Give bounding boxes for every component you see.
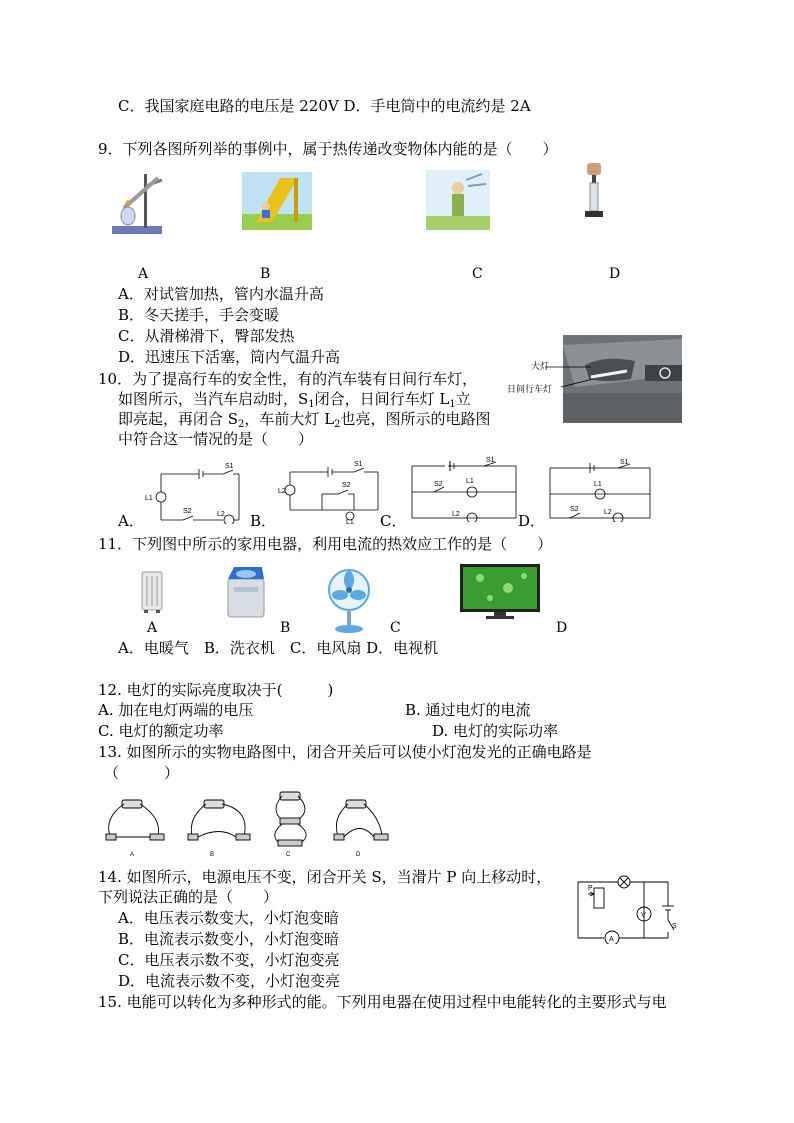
circuit-b-s1: S1 — [354, 461, 363, 468]
q10-circuit-b — [278, 460, 384, 524]
circuit-c-s1: S1 — [486, 457, 495, 464]
q9-fig-label-c: C — [472, 266, 483, 282]
q14-label-a: A — [609, 936, 614, 943]
q9-stem: 9．下列各图所列举的事例中，属于热传递改变物体内能的是（ ） — [98, 140, 558, 158]
circuit-d-s1: S1 — [620, 459, 629, 466]
q14-option-c: C．电压表示数不变，小灯泡变亮 — [118, 951, 340, 969]
circuit-c-l1: L1 — [466, 478, 474, 485]
q13-stem: 13. 如图所示的实物电路图中，闭合开关后可以使小灯泡发光的正确电路是 — [98, 743, 592, 761]
q10-option-c: C． — [380, 512, 407, 530]
circuit-d-l2: L2 — [604, 509, 612, 516]
q12-option-d: D. 电灯的实际功率 — [432, 722, 559, 740]
circuit-b-l2: L2 — [278, 488, 286, 495]
q12-stem: 12. 电灯的实际亮度取决于( ) — [98, 681, 334, 699]
circuit-c-l2: L2 — [452, 511, 460, 518]
q10-option-d: D． — [518, 512, 546, 530]
q9-figure-c-rubbing-hands — [426, 170, 490, 230]
q14-option-b: B．电流表示数变小，小灯泡变暗 — [118, 930, 340, 948]
q13-figures — [100, 790, 400, 860]
q10-stem-line4: 中符合这一情况的是（ ） — [118, 430, 314, 448]
q9-figure-d-piston — [580, 163, 610, 219]
q11-fig-label-b: B — [280, 620, 291, 636]
q10-stem-line2: 如图所示，当汽车启动时，$S_1$闭合，日间行车灯 $L_1$立 — [118, 390, 471, 410]
q9-figure-a-test-tube-heating — [108, 168, 168, 236]
q10-option-a: A． — [118, 512, 144, 530]
q14-circuit — [574, 872, 680, 944]
q15-stem: 15. 电能可以转化为多种形式的能。下列用电器在使用过程中电能转化的主要形式与电 — [98, 993, 667, 1011]
photo-label-headlight: 大灯 — [531, 361, 550, 371]
q10-circuit-a — [143, 460, 243, 524]
q9-fig-label-b: B — [260, 266, 271, 282]
q9-option-b: B．冬天搓手，手会变暖 — [118, 306, 280, 324]
circuit-d-l1: L1 — [594, 481, 602, 488]
q13-fig-label-a: A — [130, 852, 135, 858]
photo-label-daytime-light: 日间行车灯 — [507, 384, 553, 394]
q12-option-c: C. 电灯的额定功率 — [98, 722, 224, 740]
q11-figure-d-tv — [460, 564, 540, 620]
q14-label-v: V — [641, 912, 646, 919]
q11-figure-a-heater — [140, 570, 164, 614]
q10-circuit-d — [548, 456, 654, 522]
q9-figure-b-slide — [242, 172, 312, 230]
q9-option-a: A．对试管加热，管内水温升高 — [118, 285, 324, 303]
q12-option-a: A. 加在电灯两端的电压 — [98, 701, 254, 719]
circuit-a-s1: S1 — [225, 463, 234, 470]
circuit-a-l1: L1 — [145, 495, 153, 502]
circuit-a-s2: S2 — [183, 508, 192, 515]
circuit-b-s2: S2 — [342, 482, 351, 489]
q13-fig-label-c: C — [286, 852, 291, 858]
q9-option-d: D．迅速压下活塞，筒内气温升高 — [118, 348, 341, 366]
q10-circuit-c — [410, 456, 520, 522]
q11-figure-b-washing-machine — [224, 565, 268, 619]
q13-fig-label-b: B — [210, 852, 215, 858]
q11-stem: 11．下列图中所示的家用电器，利用电流的热效应工作的是（ ） — [98, 535, 553, 553]
q13-stem-paren: （ ） — [104, 764, 180, 782]
q9-fig-label-a: A — [138, 266, 149, 282]
q14-option-a: A．电压表示数变大，小灯泡变暗 — [118, 909, 339, 927]
q10-stem-line1: 10．为了提高行车的安全性，有的汽车装有日间行车灯， — [98, 370, 478, 388]
q13-fig-label-d: D — [356, 852, 361, 858]
q11-options: A．电暖气 B．洗衣机 C．电风扇 D．电视机 — [118, 639, 439, 657]
q8-options-cd: C．我国家庭电路的电压是 220V D．手电筒中的电流约是 2A — [118, 97, 531, 115]
q9-fig-label-d: D — [609, 266, 621, 282]
q11-fig-label-c: C — [390, 620, 401, 636]
q10-option-b: B． — [250, 512, 277, 530]
q14-label-p: P — [588, 885, 593, 892]
q14-label-s: S — [672, 923, 677, 930]
q11-fig-label-a: A — [147, 620, 158, 636]
q11-figure-c-fan — [325, 568, 373, 634]
circuit-d-s2: S2 — [570, 506, 579, 513]
circuit-b-l1: L1 — [346, 519, 354, 524]
q11-fig-label-d: D — [556, 620, 568, 636]
q14-stem: 14. 如图所示，电源电压不变，闭合开关 S，当滑片 P 向上移动时， — [98, 868, 552, 886]
circuit-c-s2: S2 — [434, 481, 443, 488]
q14-option-d: D．电流表示数不变，小灯泡变亮 — [118, 972, 341, 990]
circuit-a-l2: L2 — [217, 511, 225, 518]
q10-car-photo — [505, 335, 682, 423]
q12-option-b: B. 通过电灯的电流 — [405, 701, 531, 719]
q14-stem-line2: 下列说法正确的是（ ） — [98, 888, 279, 906]
q10-stem-line3: 即亮起，再闭合 $S_2$，车前大灯 $L_2$也亮，图所示的电路图 — [118, 410, 491, 430]
q9-option-c: C．从滑梯滑下，臀部发热 — [118, 327, 295, 345]
